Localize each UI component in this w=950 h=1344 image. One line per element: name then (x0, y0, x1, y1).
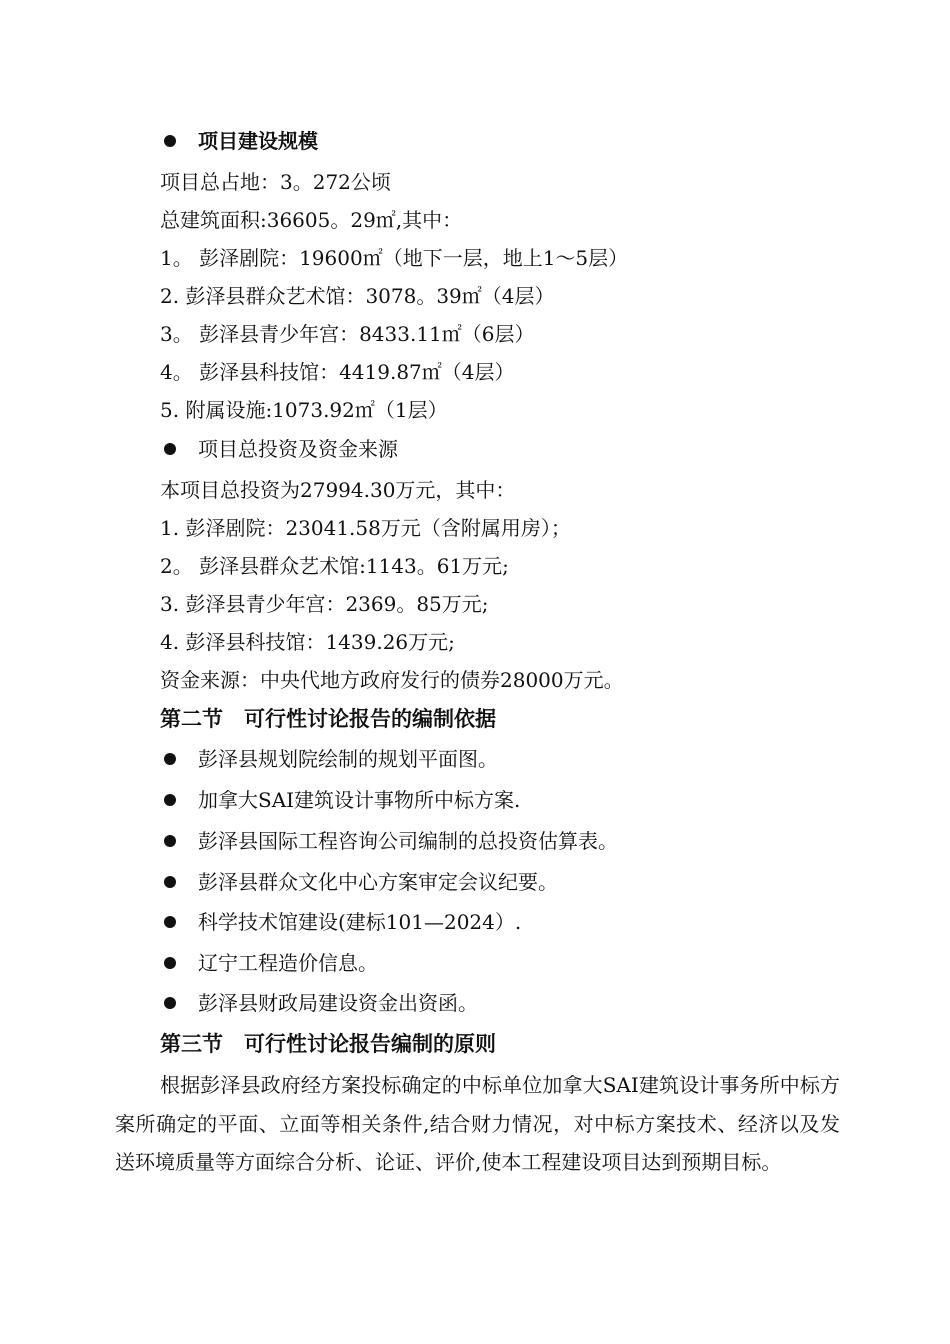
basis-bullet-4 (160, 868, 558, 896)
scale-item-4: 4。 彭泽县科技馆：4419.87㎡（4层） (160, 360, 515, 384)
basis-bullet-6 (160, 949, 378, 977)
principle-paragraph: 根据彭泽县政府经方案投标确定的中标单位加拿大SAI建筑设计事务所中标方案所确定的平面、立面等相关条件,结合财力情况，对中标方案技术、经济以及发送环境质量等方面综合分析、论证、评价,使本工程建设项目达到预期目标。 (115, 1073, 840, 1174)
investment-item-2: 2。 彭泽县群众艺术馆:1143。61万元; (160, 554, 509, 578)
basis-text-2: 加拿大SAI建筑设计事物所中标方案. (198, 788, 521, 812)
bullet-dot-icon (164, 916, 176, 928)
bullet-dot-icon (164, 753, 176, 765)
basis-bullet-3 (160, 827, 618, 855)
section2-heading: 第二节 可行性讨论报告的编制依据 (160, 707, 496, 731)
scale-item-1: 1。 彭泽剧院：19600㎡（地下一层，地上1～5层） (160, 246, 629, 270)
investment-total-line: 本项目总投资为27994.30万元，其中： (160, 478, 516, 502)
bullet-heading-investment (160, 435, 398, 463)
section3-heading: 第三节 可行性讨论报告编制的原则 (160, 1032, 496, 1056)
total-area-line: 总建筑面积:36605。29㎡,其中： (160, 208, 463, 232)
basis-bullet-5 (160, 908, 521, 936)
investment-item-3: 3. 彭泽县青少年宫：2369。85万元; (160, 592, 489, 616)
bullet-dot-icon (164, 794, 176, 806)
basis-text-4: 彭泽县群众文化中心方案审定会议纪要。 (198, 870, 558, 894)
scale-item-3: 3。 彭泽县青少年宫：8433.11㎡（6层） (160, 322, 535, 346)
basis-text-1: 彭泽县规划院绘制的规划平面图。 (198, 747, 498, 771)
scale-item-2: 2. 彭泽县群众艺术馆：3078。39㎡（4层） (160, 284, 555, 308)
bullet-dot-icon (164, 835, 176, 847)
bullet-dot-icon (164, 876, 176, 888)
basis-text-7: 彭泽县财政局建设资金出资函。 (198, 991, 478, 1015)
total-land-line: 项目总占地：3。272公顷 (160, 170, 391, 194)
investment-title: 项目总投资及资金来源 (198, 437, 398, 461)
funding-source-line: 资金来源：中央代地方政府发行的债券28000万元。 (160, 668, 624, 692)
bullet-dot-icon (164, 443, 176, 455)
investment-item-4: 4. 彭泽县科技馆：1439.26万元; (160, 630, 455, 654)
basis-text-6: 辽宁工程造价信息。 (198, 951, 378, 975)
basis-bullet-7 (160, 989, 478, 1017)
bullet-dot-icon (164, 135, 176, 147)
scale-item-5: 5. 附属设施:1073.92㎡（1层） (160, 398, 448, 422)
bullet-heading-scale (160, 127, 318, 155)
investment-item-1: 1. 彭泽剧院：23041.58万元（含附属用房）； (160, 516, 571, 540)
basis-bullet-1 (160, 745, 498, 773)
basis-text-5: 科学技术馆建设(建标101—2024）. (198, 910, 522, 934)
basis-text-3: 彭泽县国际工程咨询公司编制的总投资估算表。 (198, 829, 618, 853)
basis-bullet-2 (160, 786, 520, 814)
bullet-dot-icon (164, 957, 176, 969)
bullet-dot-icon (164, 997, 176, 1009)
scale-title: 项目建设规模 (198, 129, 318, 153)
